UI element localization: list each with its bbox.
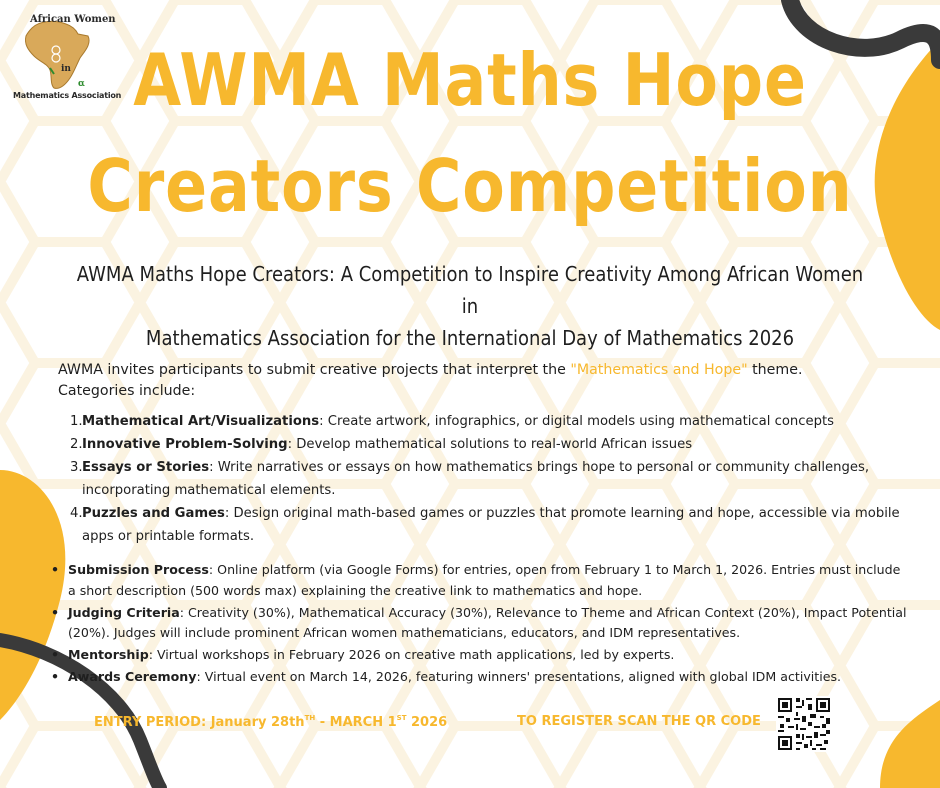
page-title-line-2: Creators Competition: [87, 144, 853, 228]
category-desc: : Design original math-based games or puzzles that promote learning and hope, accessible via mobile apps or printable formats.: [82, 506, 900, 544]
top-right-yellow-blob: [875, 40, 940, 330]
detail-item: [50, 645, 910, 666]
detail-desc: : Online platform (via Google Forms) for entries, open from February 1 to March 1, 2026. Entries must include a short description (500 words max) explaining the creative link to mathematics and hope.: [68, 562, 901, 598]
detail-desc: : Virtual event on March 14, 2026, featuring winners' presentations, aligned with global IDM activities.: [196, 669, 842, 684]
detail-item: [50, 603, 910, 644]
entry-period-sup-1: TH: [304, 714, 316, 722]
detail-name: Awards Ceremony: [68, 669, 197, 684]
category-desc: : Create artwork, infographics, or digital models using mathematical concepts: [319, 414, 835, 429]
logo-bottom-text: Mathematics Association: [13, 91, 122, 100]
category-number: 2.: [70, 437, 83, 452]
page-title-line-1: AWMA Maths Hope: [133, 38, 807, 122]
intro-paragraph: [58, 360, 908, 402]
category-item: [70, 410, 910, 433]
details-list: [50, 560, 910, 689]
entry-period: [94, 714, 447, 730]
qr-code-icon[interactable]: [776, 696, 832, 752]
category-name: Innovative Problem-Solving: [82, 437, 288, 452]
detail-item: [50, 560, 910, 601]
intro-line: [58, 360, 908, 381]
bullet-icon: •: [51, 562, 60, 577]
category-name: Puzzles and Games: [82, 506, 225, 521]
subtitle: [74, 258, 866, 354]
categories-label: Categories include:: [58, 383, 196, 399]
category-desc: : Write narratives or essays on how mathematics brings hope to personal or community challenges, incorporating mathematical elements.: [82, 460, 870, 498]
bullet-icon: •: [51, 604, 60, 620]
register-instruction: TO REGISTER SCAN THE QR CODE: [517, 714, 761, 729]
logo-top-text: African Women: [30, 14, 116, 25]
entry-period-end: 2026: [406, 715, 448, 730]
bullet-icon: •: [51, 647, 60, 662]
detail-name: Mentorship: [68, 647, 149, 662]
intro-text: AWMA invites participants to submit creative projects that interpret the: [58, 362, 571, 378]
detail-name: Judging Criteria: [68, 604, 180, 620]
bottom-right-yellow-blob: [880, 700, 940, 788]
entry-period-start: ENTRY PERIOD: January 28th: [94, 715, 305, 730]
category-name: Essays or Stories: [82, 460, 210, 475]
category-number: 4.: [70, 506, 83, 521]
detail-name: Submission Process: [68, 562, 209, 577]
category-item: [70, 433, 910, 456]
logo-middle-text: in: [61, 64, 71, 74]
category-number: 3.: [70, 460, 83, 475]
detail-desc: : Creativity (30%), Mathematical Accuracy (30%), Relevance to Theme and African Context (20%), Impact Potential (20%). Judges will include prominent African women mathematicians, educators, and IDM representatives.: [68, 604, 907, 640]
category-desc: : Develop mathematical solutions to real-world African issues: [287, 437, 693, 452]
theme-highlight: "Mathematics and Hope": [570, 362, 748, 378]
categories-list: [70, 410, 910, 548]
category-name: Mathematical Art/Visualizations: [82, 414, 320, 429]
subtitle-line-2: Mathematics Association for the International Day of Mathematics 2026: [145, 326, 795, 350]
subtitle-line-1: AWMA Maths Hope Creators: A Competition to Inspire Creativity Among African Women in: [76, 262, 864, 318]
svg-text:α: α: [78, 79, 85, 89]
detail-desc: : Virtual workshops in February 2026 on creative math applications, led by experts.: [148, 647, 675, 662]
entry-period-sup-2: ST: [396, 714, 407, 722]
intro-text-end: theme.: [747, 362, 803, 378]
category-number: 1.: [70, 414, 83, 429]
category-item: [70, 502, 910, 548]
bullet-icon: •: [51, 669, 60, 684]
category-item: [70, 456, 910, 502]
detail-item: [50, 667, 910, 688]
entry-period-middle: - MARCH 1: [315, 715, 397, 730]
